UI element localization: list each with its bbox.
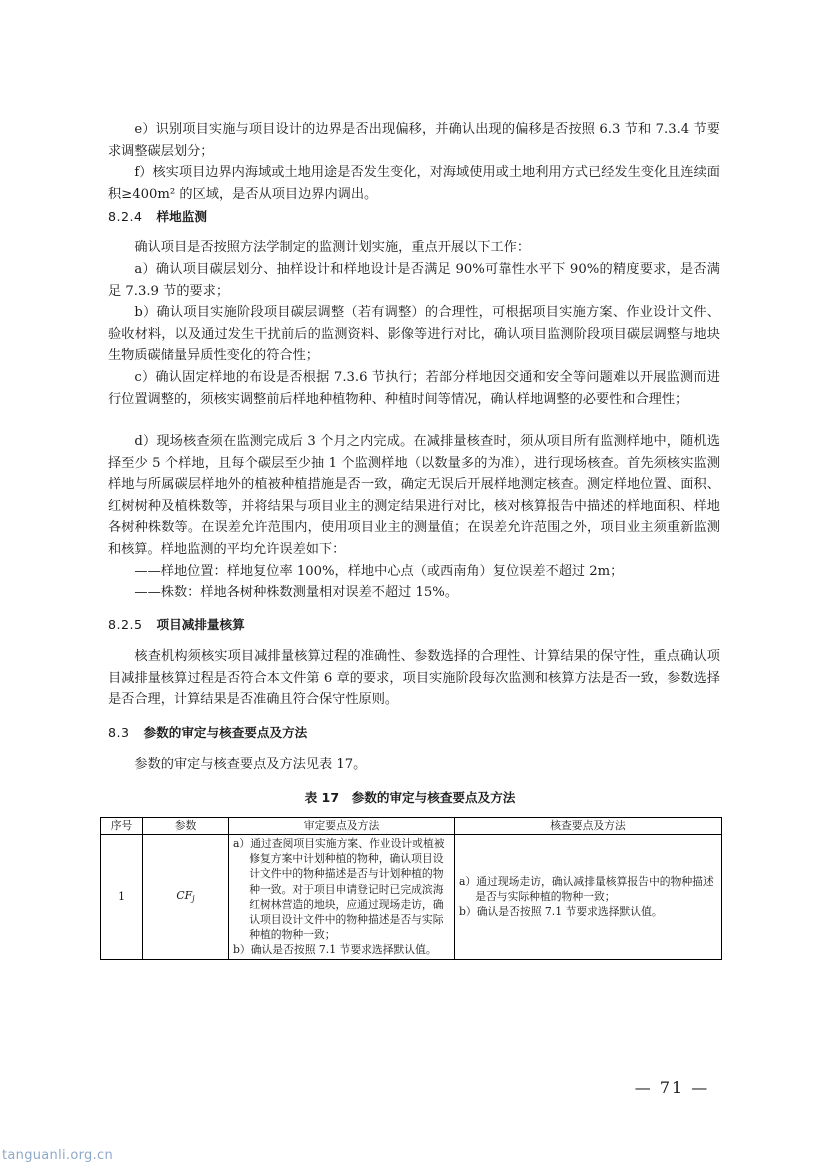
header-index: 序号 bbox=[101, 818, 143, 835]
section-body: 核查机构须核实项目减排量核算过程的准确性、参数选择的合理性、计算结果的保守性，重点确认项目减排量核算过程是否符合本文件第 6 章的要求，项目实施阶段每次监测和核算方法是否一致，参数选择是否合理，计算结果是否准确且符合保守性原则。 bbox=[108, 649, 720, 707]
table-header-row bbox=[101, 818, 722, 835]
section-heading-8-2-5 bbox=[108, 615, 720, 635]
parameter-subscript: j bbox=[192, 893, 195, 903]
paragraph-item-e: e）识别项目实施与项目设计的边界是否出现偏移，并确认出现的偏移是否按照 6.3 节和 7.3.4 节要求调整碳层划分； bbox=[108, 122, 720, 159]
section-intro: 确认项目是否按照方法学制定的监测计划实施，重点开展以下工作： bbox=[134, 240, 531, 255]
list-item-d: d）现场核查须在监测完成后 3 个月之内完成。在减排量核查时，须从项目所有监测样地中，随机选择至少 5 个样地，且每个碳层至少抽 1 个监测样地（以数量多的为准），进行现场核查。首先须核实监测样地与所属碳层样地外的植被种植措施是否一致，确定无误后开展样地测定核查。测定样地位置、面积、红树树种及植株数等，并将结果与项目业主的测定结果进行对比，核对核算报告中描述的样地面积、样地各树种株数等。在误差允许范围内，使用项目业主的测量值；在误差允许范围之外，项目业主须重新监测和核算。样地监测的平均允许误差如下： bbox=[108, 434, 720, 557]
table-caption: 表 17 参数的审定与核查要点及方法 bbox=[304, 790, 516, 805]
section-title: 样地监测 bbox=[156, 209, 207, 224]
list-item-a: a）确认项目碳层划分、抽样设计和样地设计是否满足 90%可靠性水平下 90%的精度要求，是否满足 7.3.9 节的要求； bbox=[108, 262, 720, 299]
row-parameter bbox=[143, 835, 229, 960]
validation-item-a: a）通过查阅项目实施方案、作业设计或植被修复方案中计划种植的物种，确认项目设计文件中的物种描述是否与计划种植的物种一致。对于项目申请登记时已完成滨海红树林营造的地块，应通过现场走访，确认项目设计文件中的物种描述是否与实际种植的物种一致； bbox=[233, 837, 445, 942]
verification-item-b: b）确认是否按照 7.1 节要求选择默认值。 bbox=[459, 905, 663, 919]
parameter-table bbox=[100, 817, 722, 960]
section-title: 项目减排量核算 bbox=[156, 617, 245, 632]
row-verification bbox=[455, 835, 722, 960]
section-title: 参数的审定与核查要点及方法 bbox=[143, 725, 308, 740]
row-validation bbox=[229, 835, 455, 960]
list-item-c: c）确认固定样地的布设是否根据 7.3.6 节执行；若部分样地因交通和安全等问题难以开展监测而进行位置调整的，须核实调整前后样地种植物种、种植时间等情况，确认样地调整的必要性和合理性； bbox=[108, 370, 720, 407]
site-watermark: tanguanli.org.cn bbox=[2, 1148, 113, 1163]
verification-item-a: a）通过现场走访，确认减排量核算报告中的物种描述是否与实际种植的物种一致； bbox=[459, 875, 714, 904]
section-number: 8.3 bbox=[108, 725, 130, 740]
header-verification: 核查要点及方法 bbox=[455, 818, 722, 835]
section-body: 参数的审定与核查要点及方法见表 17。 bbox=[134, 757, 367, 772]
section-number: 8.2.4 bbox=[108, 209, 143, 224]
validation-item-b: b）确认是否按照 7.1 节要求选择默认值。 bbox=[233, 943, 437, 957]
page-number: — 71 — bbox=[634, 1078, 710, 1097]
parameter-symbol: CF bbox=[176, 888, 193, 902]
row-index: 1 bbox=[101, 835, 143, 960]
section-heading-8-2-4 bbox=[108, 207, 720, 227]
dash-item-count: ——株数：样地各树种株数测量相对误差不超过 15%。 bbox=[134, 585, 459, 600]
section-number: 8.2.5 bbox=[108, 617, 143, 632]
header-validation: 审定要点及方法 bbox=[229, 818, 455, 835]
section-heading-8-3 bbox=[108, 723, 720, 743]
table-row bbox=[101, 835, 722, 960]
paragraph-item-f: f）核实项目边界内海域或土地用途是否发生变化，对海域使用或土地利用方式已经发生变化且连续面积≥400m² 的区域，是否从项目边界内调出。 bbox=[108, 165, 720, 202]
dash-item-position: ——样地位置：样地复位率 100%，样地中心点（或西南角）复位误差不超过 2m； bbox=[134, 564, 624, 579]
list-item-b: b）确认项目实施阶段项目碳层调整（若有调整）的合理性，可根据项目实施方案、作业设计文件、验收材料，以及通过发生干扰前后的监测资料、影像等进行对比，确认项目监测阶段项目碳层调整与地块生物质碳储量异质性变化的符合性； bbox=[108, 305, 720, 363]
header-parameter: 参数 bbox=[143, 818, 229, 835]
